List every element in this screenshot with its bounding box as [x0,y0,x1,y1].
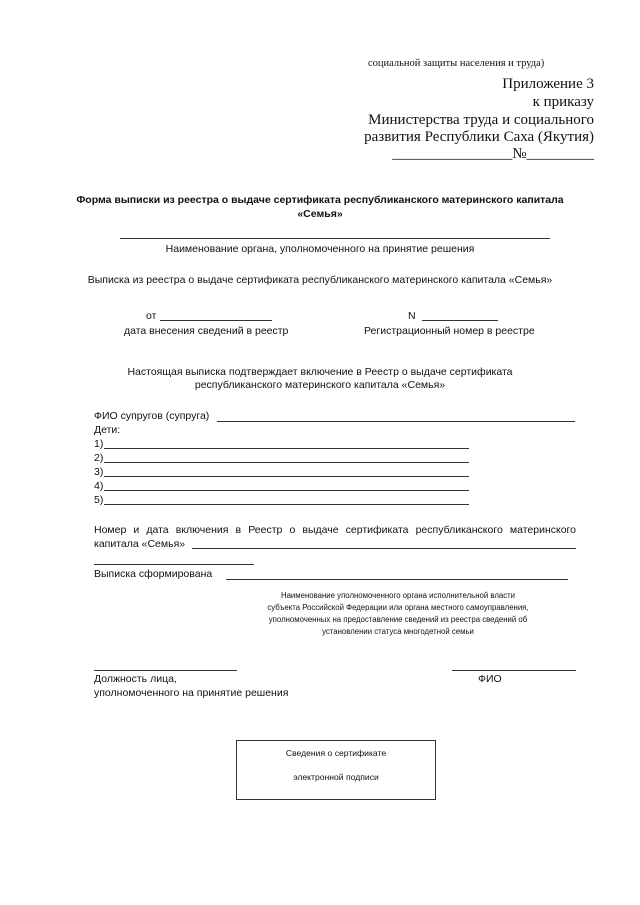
child-4-label: 4) [94,480,104,492]
spouses-field [217,421,575,422]
child-2-field [104,462,469,463]
to-order-label: к приказу [532,94,594,110]
child-3-label: 3) [94,466,104,478]
authority-caption: Наименование органа, уполномоченного на принятие решения [165,243,475,255]
spouses-label: ФИО супругов (супруга) [94,410,210,422]
extract-heading: Выписка из реестра о выдаче сертификата республиканского материнского капитала «Семья» [87,274,553,286]
signature-box-line-2: электронной подписи [293,772,379,782]
header-top-note: социальной защиты населения и труда) [368,58,545,69]
authority-name-field [120,238,550,239]
child-1-label: 1) [94,438,104,450]
inclusion-line-2: капитала «Семья» [94,538,186,550]
ministry-line-2: развития Республики Саха (Якутия) [364,129,594,145]
order-number-line: ________________№_________ [392,146,594,162]
confirm-line-2: республиканского материнского капитала «Семья» [194,379,446,391]
child-4-field [104,490,469,491]
electronic-signature-box [236,740,436,800]
date-field [160,320,272,321]
child-5-label: 5) [94,494,104,506]
form-title-line-1: Форма выписки из реестра о выдаче сертификата республиканского материнского капитала [76,194,564,206]
position-field [94,670,237,671]
child-3-field [104,476,469,477]
position-label-2: уполномоченного на принятие решения [94,687,289,699]
from-label: от [146,310,157,322]
child-2-label: 2) [94,452,104,464]
formed-caption-1: Наименование уполномоченного органа исполнительной власти [280,591,516,600]
formed-caption-4: установлении статуса многодетной семьи [322,627,474,636]
confirm-line-1: Настоящая выписка подтверждает включение в Реестр о выдаче сертификата [127,366,513,378]
fio-field [452,670,576,671]
child-5-field [104,504,469,505]
inclusion-line-1: Номер и дата включения в Реестр о выдаче сертификата республиканского материнского [94,524,576,536]
form-title-line-2: «Семья» [297,208,343,220]
formed-field [226,579,568,580]
formed-caption-3: уполномоченных на предоставление сведений из реестра сведений об [268,615,528,624]
inclusion-field [192,548,576,549]
children-label: Дети: [94,424,121,436]
formed-caption-2: субъекта Российской Федерации или органа местного самоуправления, [267,603,529,612]
position-label-1: Должность лица, [94,673,177,685]
reg-number-caption: Регистрационный номер в реестре [364,325,535,337]
date-caption: дата внесения сведений в реестр [124,325,289,337]
reg-number-field [422,320,498,321]
ministry-line-1: Министерства труда и социального [368,112,594,128]
fio-label: ФИО [478,673,502,685]
inclusion-field-continued [94,564,254,565]
signature-box-line-1: Сведения о сертификате [285,748,387,758]
formed-label: Выписка сформирована [94,568,213,580]
number-label: N [408,310,416,322]
appendix-label: Приложение 3 [502,76,594,92]
child-1-field [104,448,469,449]
